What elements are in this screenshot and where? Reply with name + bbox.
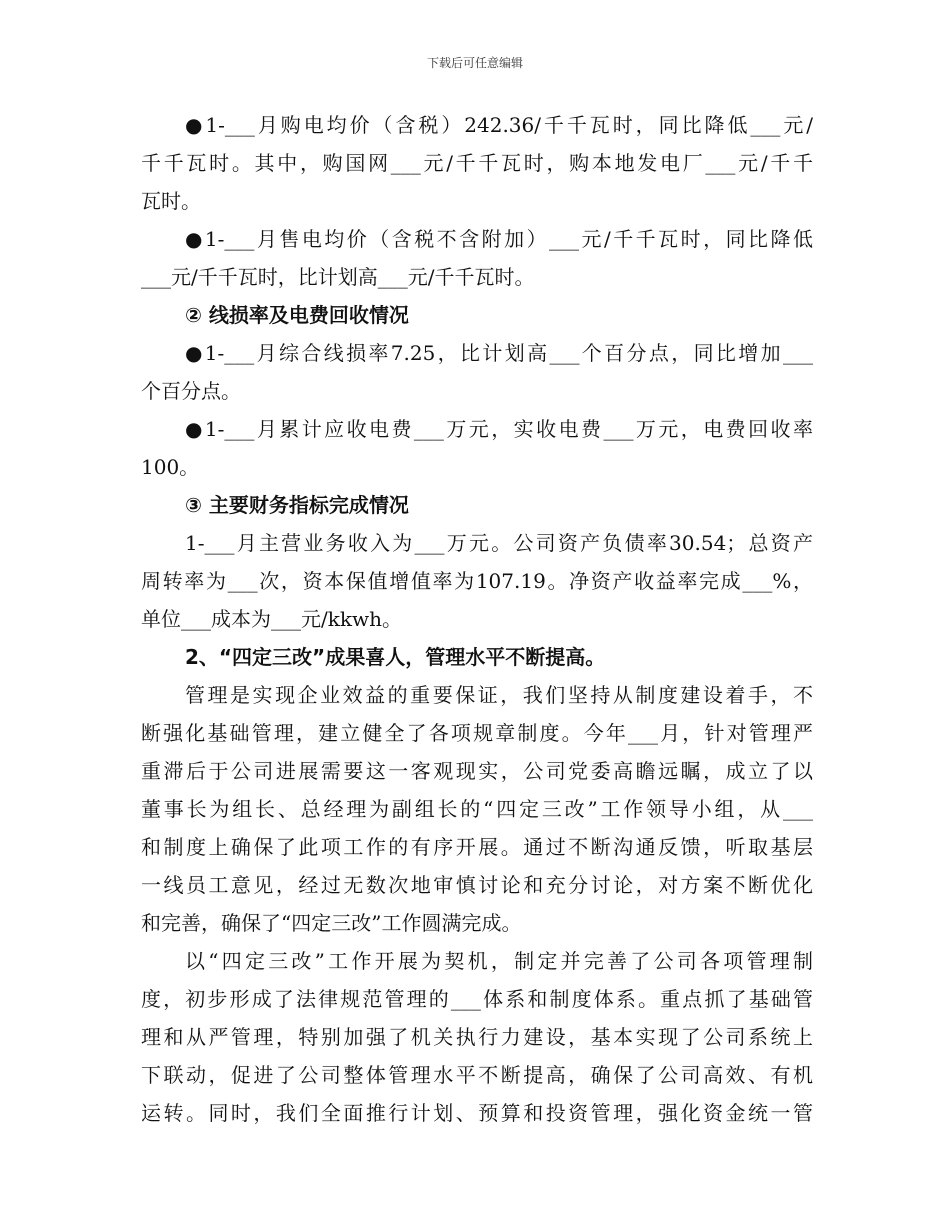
text-line: 千千瓦时。其中，购国网___元/千千瓦时，购本地发电厂___元/千千 [141,151,813,175]
text-line: 以“四定三改”工作开展为契机，制定并完善了公司各项管理制 [185,949,813,973]
text-line: ●1-___月购电均价（含税）242.36/千千瓦时，同比降低___元/ [185,113,813,137]
section-heading: ③ 主要财务指标完成情况 [185,493,409,517]
text-line: 下联动，促进了公司整体管理水平不断提高，确保了公司高效、有机 [141,1063,813,1087]
section-heading: ② 线损率及电费回收情况 [185,303,409,327]
text-line: ___元/千千瓦时，比计划高___元/千千瓦时。 [141,265,535,289]
text-line: ●1-___月售电均价（含税不含附加）___元/千千瓦时，同比降低 [185,227,813,251]
text-line: 单位___成本为___元/kkwh。 [141,607,402,631]
text-line: 一线员工意见，经过无数次地审慎讨论和充分讨论，对方案不断优化 [141,873,813,897]
text-line: 度，初步形成了法律规范管理的___体系和制度体系。重点抓了基础管 [141,987,813,1011]
text-line: 周转率为___次，资本保值增值率为107.19。净资产收益率完成___%， [141,569,813,593]
document-body [141,106,813,1132]
text-line: 重滞后于公司进展需要这一客观现实，公司党委高瞻远瞩，成立了以 [141,759,813,783]
text-line: 管理是实现企业效益的重要保证，我们坚持从制度建设着手，不 [185,683,813,707]
text-line: 和制度上确保了此项工作的有序开展。通过不断沟通反馈，听取基层 [141,835,813,859]
page-header: 下载后可任意编辑 [426,56,523,70]
text-line: 100。 [141,455,200,479]
text-line: 1-___月主营业务收入为___万元。公司资产负债率30.54；总资产 [185,531,813,555]
text-line: 和完善，确保了“四定三改”工作圆满完成。 [141,911,522,935]
text-line: ●1-___月综合线损率7.25，比计划高___个百分点，同比增加___ [185,341,813,365]
text-line: 个百分点。 [141,379,241,403]
text-line: 运转。同时，我们全面推行计划、预算和投资管理，强化资金统一管 [141,1101,813,1125]
text-line: 董事长为组长、总经理为副组长的“四定三改”工作领导小组，从___ [141,797,813,821]
section-heading: 2、“四定三改”成果喜人，管理水平不断提高。 [185,645,606,669]
text-line: 断强化基础管理，建立健全了各项规章制度。今年___月，针对管理严 [141,721,813,745]
text-line: ●1-___月累计应收电费___万元，实收电费___万元，电费回收率 [185,417,813,441]
text-line: 理和从严管理，特别加强了机关执行力建设，基本实现了公司系统上 [141,1025,813,1049]
text-line: 瓦时。 [141,189,201,213]
